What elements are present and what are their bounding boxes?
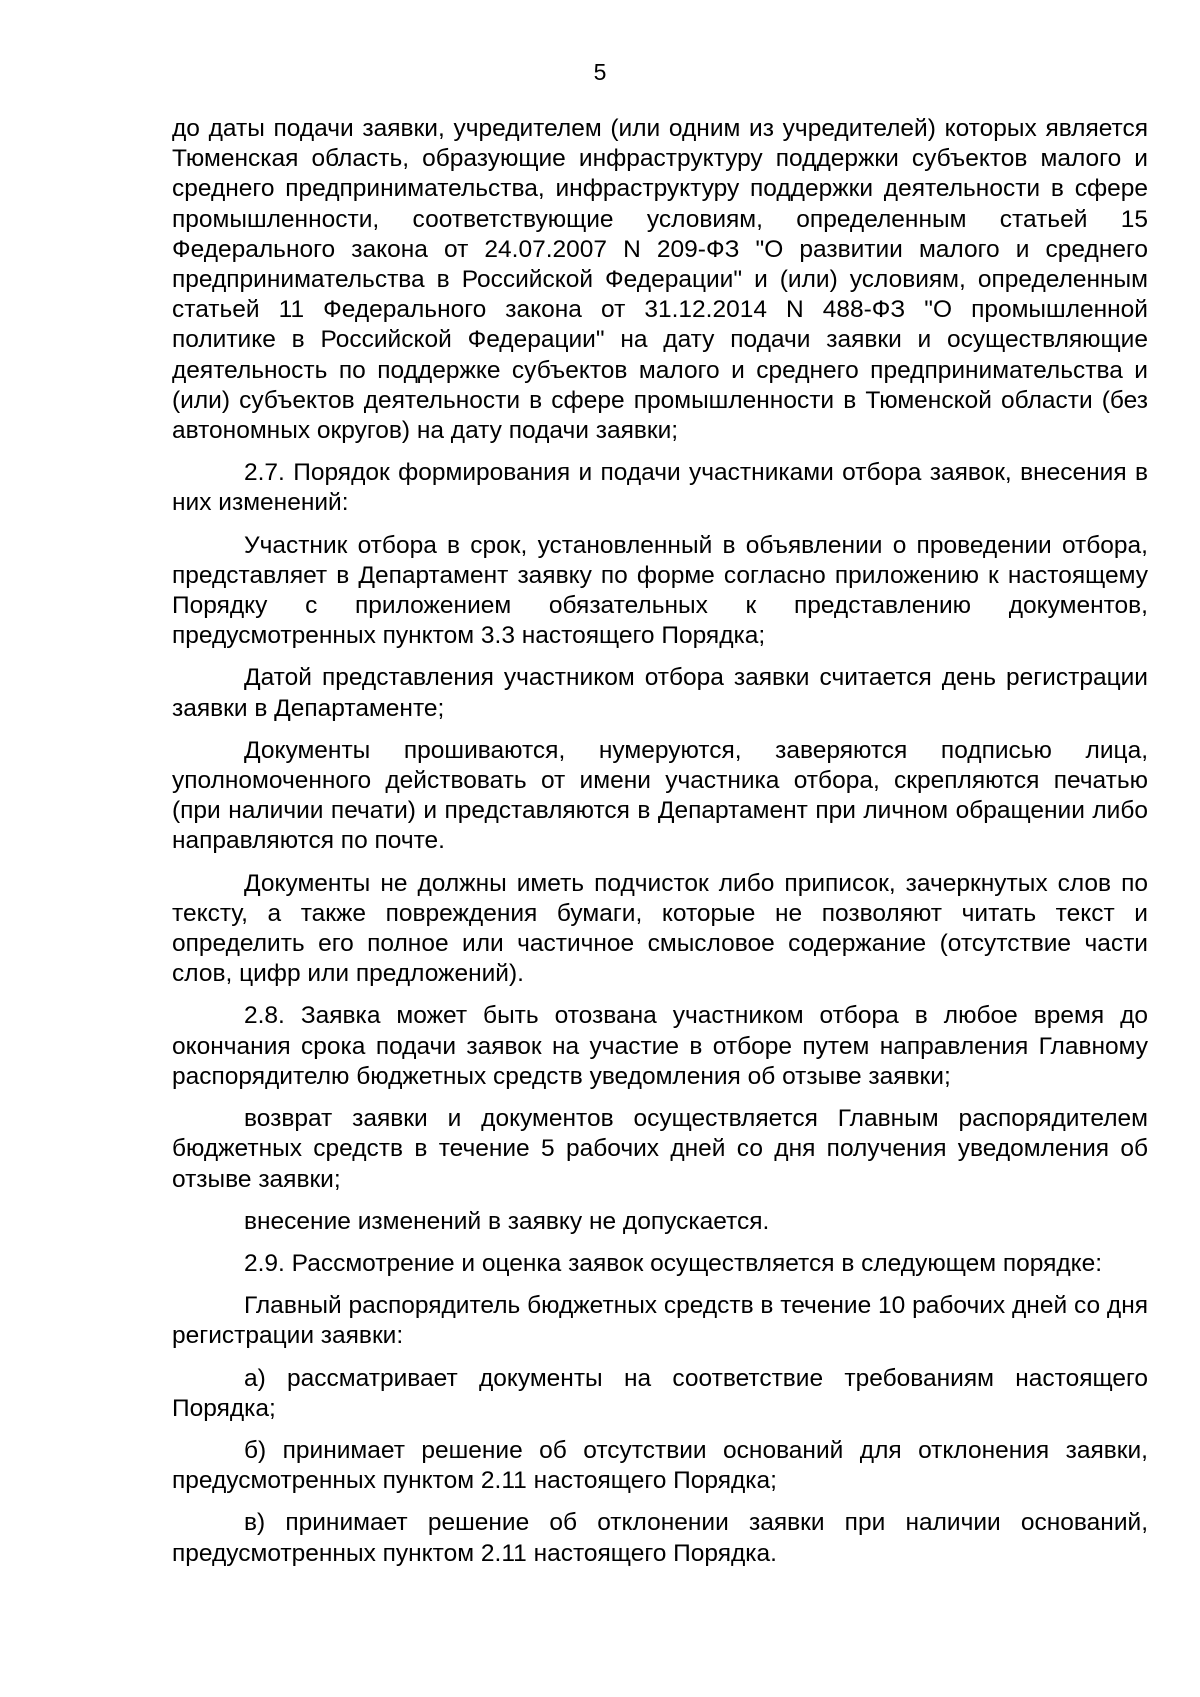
paragraph-review-period: Главный распорядитель бюджетных средств в течение 10 рабочих дней со дня регистрации заявки: bbox=[172, 1292, 1148, 1350]
paragraph-2-8: 2.8. Заявка может быть отозвана участником отбора в любое время до окончания срока подачи заявок на участие в отборе путем направления Главному распорядителю бюджетных средств уведомления об отзыве заявки; bbox=[172, 1002, 1148, 1090]
paragraph-no-changes: внесение изменений в заявку не допускается. bbox=[244, 1207, 770, 1235]
document-body bbox=[172, 114, 1148, 1581]
paragraph-submission: Участник отбора в срок, установленный в объявлении о проведении отбора, представляет в Департамент заявку по форме согласно приложению к настоящему Порядку с приложением обязательных к представлению документов, предусмотренных пунктом 3.3 настоящего Порядка; bbox=[172, 531, 1148, 650]
paragraph-return: возврат заявки и документов осуществляется Главным распорядителем бюджетных средств в течение 5 рабочих дней со дня получения уведомления об отзыве заявки; bbox=[172, 1105, 1148, 1193]
paragraph-continuation: до даты подачи заявки, учредителем (или одним из учредителей) которых является Тюменская область, образующие инфраструктуру поддержки субъектов малого и среднего предпринимательства, инфраструктуру поддержки деятельности в сфере промышленности, соответствующие условиям, определенным статьей 15 Федерального закона от 24.07.2007 N 209-ФЗ "О развитии малого и среднего предпринимательства в Российской Федерации" и (или) условиям, определенным статьей 11 Федерального закона от 31.12.2014 N 488-ФЗ "О промышленной политике в Российской Федерации" на дату подачи заявки и осуществляющие деятельность по поддержке субъектов малого и среднего предпринимательства и (или) субъектов деятельности в сфере промышленности в Тюменской области (без автономных округов) на дату подачи заявки; bbox=[172, 115, 1148, 445]
paragraph-item-b: б) принимает решение об отсутствии оснований для отклонения заявки, предусмотренных пунктом 2.11 настоящего Порядка; bbox=[172, 1436, 1148, 1495]
paragraph-item-v: в) принимает решение об отклонении заявки при наличии оснований, предусмотренных пунктом 2.11 настоящего Порядка. bbox=[172, 1509, 1148, 1567]
paragraph-documents-requirements: Документы не должны иметь подчисток либо приписок, зачеркнутых слов по тексту, а также повреждения бумаги, которые не позволяют читать текст и определить его полное или частичное смысловое содержание (отсутствие части слов, цифр или предложений). bbox=[172, 869, 1148, 988]
paragraph-2-9: 2.9. Рассмотрение и оценка заявок осуществляется в следующем порядке: bbox=[244, 1249, 1103, 1277]
paragraph-submission-date: Датой представления участником отбора заявки считается день регистрации заявки в Департаменте; bbox=[172, 664, 1148, 722]
page-number: 5 bbox=[593, 59, 607, 85]
paragraph-item-a: а) рассматривает документы на соответствие требованиям настоящего Порядка; bbox=[172, 1364, 1148, 1422]
paragraph-2-7: 2.7. Порядок формирования и подачи участниками отбора заявок, внесения в них изменений: bbox=[172, 459, 1148, 517]
paragraph-documents-binding: Документы прошиваются, нумеруются, заверяются подписью лица, уполномоченного действовать от имени участника отбора, скрепляются печатью (при наличии печати) и представляются в Департамент при личном обращении либо направляются по почте. bbox=[172, 736, 1148, 855]
